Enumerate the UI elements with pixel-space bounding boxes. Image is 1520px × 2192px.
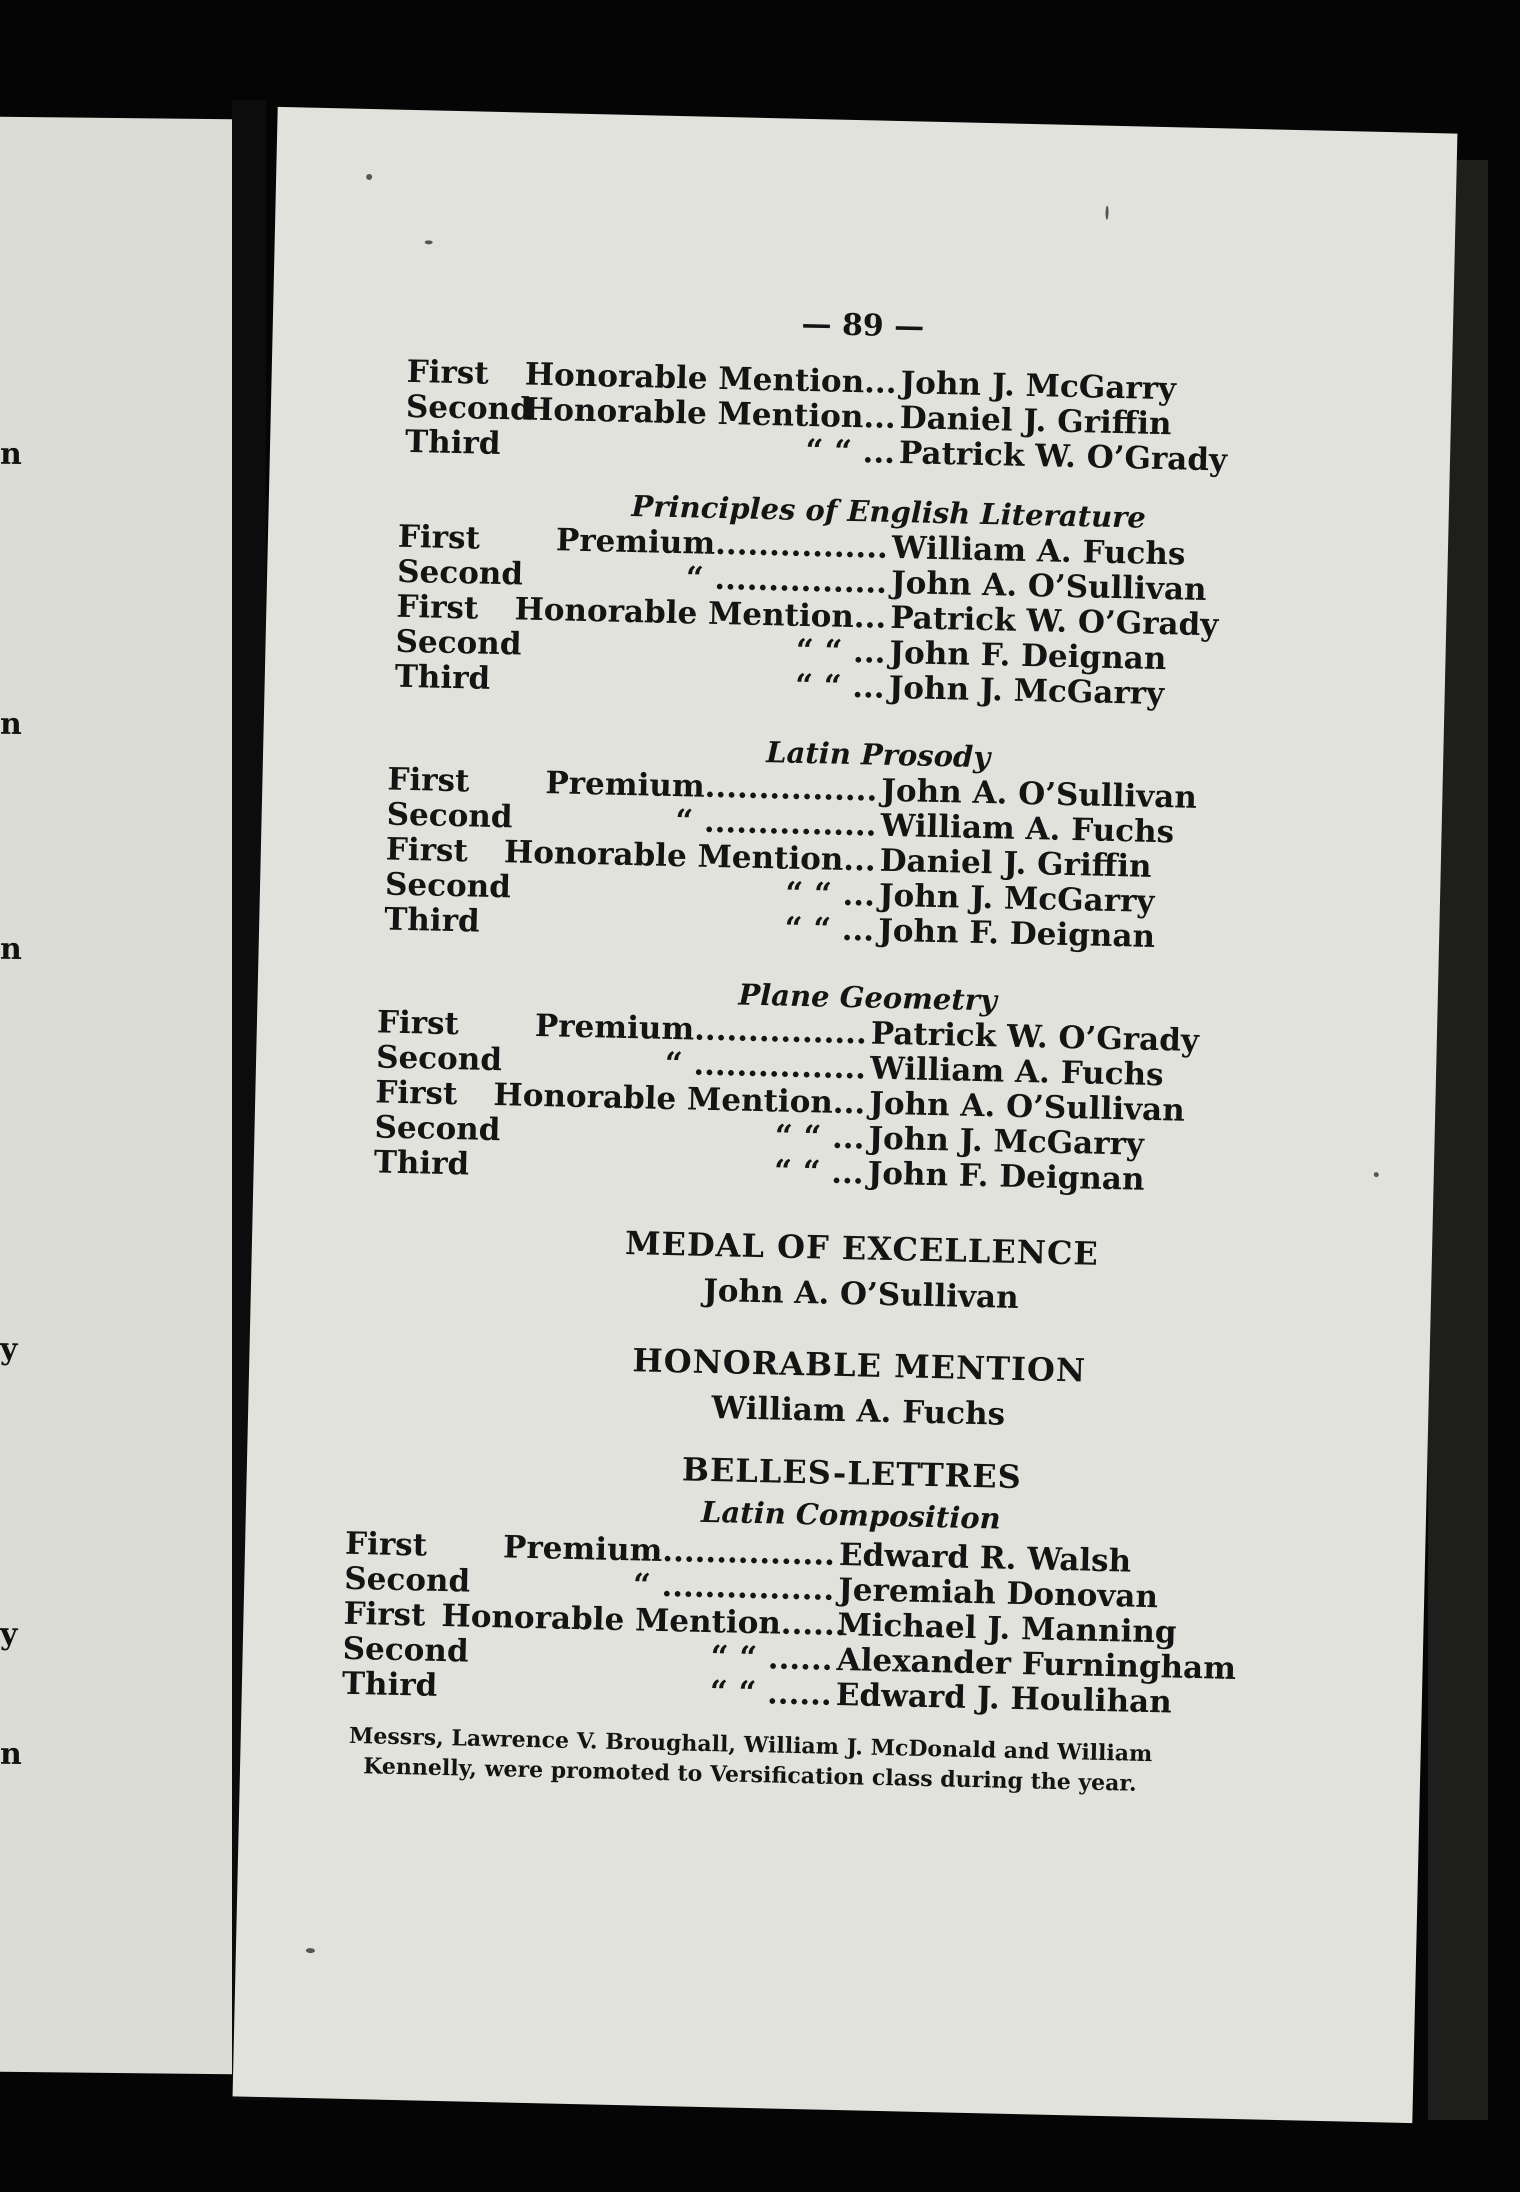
award-row: Third “ “ ... John F. Deignan: [383, 901, 1156, 955]
recipient: Daniel J. Griffin: [899, 400, 1172, 443]
honorable-block: [358, 1331, 1360, 1446]
medal-heading: MEDAL OF EXCELLENCE: [624, 1224, 1100, 1273]
left-page-char: n: [0, 931, 22, 968]
belles-lettres-heading: BELLES-LETTRES: [681, 1450, 1023, 1497]
honorable-recipient: William A. Fuchs: [711, 1390, 1006, 1433]
book-page: [233, 107, 1458, 2123]
ordinal: Third: [404, 423, 501, 463]
section-latin-composition: [342, 1527, 1346, 1725]
left-page-char: n: [0, 436, 22, 473]
recipient: Patrick W. O’Grady: [898, 435, 1228, 479]
award-row: First Premium................ Patrick W. O’Grady: [376, 1004, 1200, 1060]
left-page-char: n: [0, 706, 22, 743]
award-row: Second “ “ ... John F. Deignan: [395, 623, 1167, 678]
award-row: First Honorable Mention... Daniel J. Griffin: [385, 831, 1152, 885]
section-plane-geometry: [373, 967, 1358, 1202]
award-row: Second “ ................ William A. Fuchs: [386, 796, 1175, 851]
page-number: — 89 —: [801, 306, 925, 345]
award: Honorable Mention...: [523, 391, 897, 436]
award: Honorable Mention...: [524, 356, 898, 401]
award-row: First Honorable Mention... Patrick W. O’Grady: [396, 588, 1219, 644]
left-page-char: y: [0, 1616, 18, 1652]
medal-recipient: John A. O’Sullivan: [702, 1272, 1020, 1316]
award-row: Second “ “ ...... Alexander Furningham: [342, 1630, 1237, 1688]
award-row: Second “ ................ John A. O’Sullivan: [396, 553, 1207, 609]
section-title: Plane Geometry: [738, 977, 998, 1018]
award-row: First Premium................ John A. O’Sullivan: [387, 761, 1198, 816]
award: “ “ ...: [805, 432, 896, 471]
section-title: Latin Composition: [700, 1494, 1002, 1536]
carryover-list: [405, 355, 1387, 482]
section-title: Principles of English Literature: [631, 489, 1147, 535]
award-row: First Honorable Mention...... Michael J. Manning: [343, 1595, 1177, 1651]
award-row: First Premium................ William A. Fuchs: [397, 518, 1186, 573]
award-row: Third “ “ ... John J. McGarry: [394, 658, 1165, 713]
award-row: Second “ “ ... John J. McGarry: [374, 1109, 1145, 1163]
award-row: Second “ ................ William A. Fuchs: [375, 1039, 1164, 1094]
ordinal: Second: [405, 388, 533, 428]
section-latin-prosody: [384, 725, 1369, 960]
award-row: Third “ “ ... John F. Deignan: [373, 1144, 1145, 1198]
award-row: Second “ ................ Jeremiah Donovan: [343, 1560, 1159, 1616]
left-page-char: y: [0, 1331, 18, 1367]
section-title: Latin Prosody: [765, 735, 991, 775]
award-row: Third “ “ ...... Edward J. Houlihan: [341, 1665, 1173, 1721]
ordinal: First: [406, 353, 490, 392]
award-row: First Honorable Mention... John A. O’Sullivan: [374, 1074, 1186, 1129]
medal-block: [361, 1214, 1363, 1329]
award-row: Second “ “ ... John J. McGarry: [384, 866, 1155, 920]
footnote: Messrs, Lawrence V. Broughall, William J. McDonald and William Kennelly, were promoted to Versification class during the year.: [348, 1722, 1153, 1797]
left-page-char: n: [0, 1736, 22, 1773]
award-row: First Premium................ Edward R. Walsh: [344, 1525, 1132, 1580]
left-page: [0, 117, 232, 2074]
recipient: John J. McGarry: [900, 365, 1177, 408]
section-english-literature: [394, 482, 1379, 717]
honorable-heading: HONORABLE MENTION: [632, 1341, 1087, 1390]
